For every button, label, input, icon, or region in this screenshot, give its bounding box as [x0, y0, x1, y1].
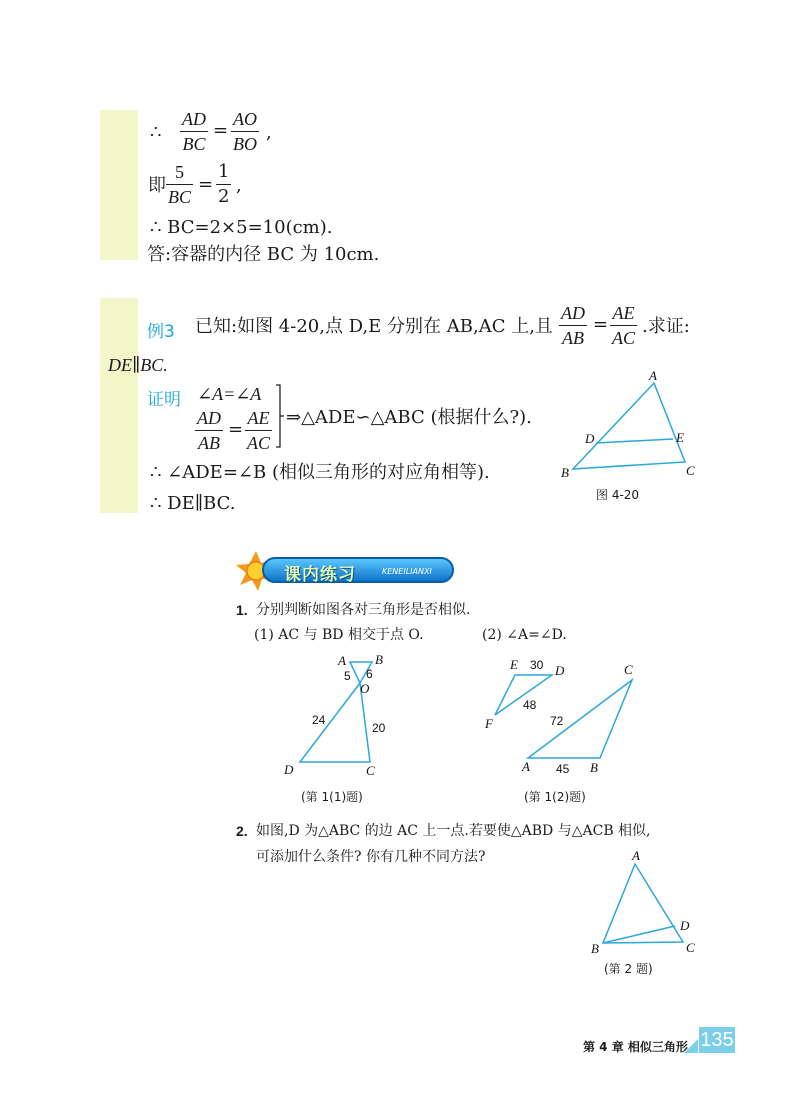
- vertex-label-e: E: [510, 657, 518, 672]
- banner-subtitle: KENEILIANXI: [382, 567, 432, 576]
- vertex-label-c: C: [624, 662, 633, 677]
- chapter-footer: 第 4 章 相似三角形: [583, 1040, 688, 1054]
- vertex-label-b: B: [375, 652, 383, 667]
- proof-label: 证明: [147, 390, 181, 410]
- q2-text-2: 可添加什么条件? 你有几种不同方法?: [256, 849, 486, 865]
- comma: ,: [236, 175, 242, 196]
- q2-number: 2.: [236, 823, 248, 839]
- q1-sub1: (1) AC 与 BD 相交于点 O.: [254, 627, 424, 643]
- fraction-ao-bo: [231, 110, 259, 153]
- angle-line: ∴ ∠ADE=∠B (相似三角形的对应角相等).: [150, 462, 490, 483]
- vertex-label-c: C: [686, 940, 695, 955]
- fraction-5-bc: [166, 163, 193, 206]
- calc-line: ∴ BC=2×5=10(cm).: [150, 217, 333, 238]
- figure-q2-caption: (第 2 题): [604, 962, 653, 976]
- fraction-numerator: AD: [182, 109, 206, 129]
- fraction-numerator: AD: [197, 408, 221, 428]
- vertex-label-d: D: [284, 762, 294, 777]
- goal-text: DE∥BC.: [108, 355, 168, 375]
- fraction-numerator: AD: [561, 303, 585, 323]
- vertex-label-a: A: [649, 368, 657, 383]
- side-length-5: 5: [344, 669, 351, 683]
- fraction-denominator: AC: [245, 430, 272, 452]
- fraction-numerator: AE: [612, 303, 635, 323]
- fraction-numerator: AO: [233, 109, 257, 129]
- equals-sign: =: [198, 174, 214, 195]
- side-length-20: 20: [372, 721, 386, 735]
- condition-frac-2: [245, 409, 272, 452]
- figure-q1-1: [280, 650, 400, 785]
- fraction-denominator: AB: [195, 430, 223, 452]
- therefore-sign: ∴: [150, 122, 162, 143]
- fraction-ae-ac: [610, 304, 637, 347]
- fraction-numerator: 5: [175, 162, 184, 182]
- figure-q1-1-caption: (第 1(1)题): [301, 790, 363, 804]
- vertex-label-d: D: [585, 431, 595, 446]
- figure-q1-2-caption: (第 1(2)题): [524, 790, 586, 804]
- right-brace: [275, 384, 285, 450]
- fraction-numerator: AE: [247, 408, 270, 428]
- vertex-label-b: B: [590, 760, 598, 775]
- vertex-label-o: O: [360, 681, 370, 696]
- side-length-72: 72: [550, 714, 564, 728]
- q2-text: 如图,D 为△ABC 的边 AC 上一点.若要使△ABD 与△ACB 相似,: [256, 823, 651, 839]
- side-length-24: 24: [312, 713, 326, 727]
- side-length-30: 30: [530, 658, 544, 672]
- vertex-label-d: D: [680, 918, 690, 933]
- prove-text: .求证:: [642, 316, 690, 337]
- vertex-label-b: B: [591, 941, 599, 956]
- equals-sign: =: [213, 120, 229, 141]
- vertex-label-f: F: [485, 716, 493, 731]
- q1-number: 1.: [236, 602, 248, 618]
- example-label: 例3: [147, 322, 175, 342]
- fraction-denominator: BC: [180, 131, 208, 153]
- q1-sub2: (2) ∠A=∠D.: [482, 627, 567, 643]
- fraction-numerator: 1: [218, 161, 230, 182]
- parallel-line: ∴ DE∥BC.: [150, 493, 236, 514]
- fraction-denominator: AB: [559, 325, 587, 347]
- conclusion-text: ⇒△ADE∽△ABC (根据什么?).: [286, 407, 532, 428]
- vertex-label-a: A: [522, 759, 530, 774]
- highlight-bar-top: [100, 110, 138, 260]
- banner-title: 课内练习: [284, 565, 356, 585]
- fraction-ad-bc: [180, 110, 208, 153]
- vertex-label-a: A: [338, 653, 346, 668]
- vertex-label-b: B: [561, 465, 569, 480]
- vertex-label-a: A: [632, 848, 640, 863]
- ji-text: 即: [148, 175, 166, 196]
- equals-sign: =: [228, 419, 244, 440]
- figure-4-20: [555, 365, 705, 505]
- vertex-label-e: E: [676, 430, 684, 445]
- side-length-45: 45: [556, 762, 570, 776]
- figure-q1-2: [480, 655, 640, 780]
- practice-banner: [262, 557, 454, 583]
- example-text: 已知:如图 4-20,点 D,E 分别在 AB,AC 上,且: [195, 316, 553, 337]
- figure-caption: 图 4-20: [596, 488, 640, 502]
- fraction-denominator: AC: [610, 325, 637, 347]
- comma: ,: [266, 122, 272, 143]
- vertex-label-d: D: [555, 663, 565, 678]
- fraction-ad-ab: [559, 304, 587, 347]
- page-number: 135: [700, 1029, 734, 1051]
- q1-text: 分别判断如图各对三角形是否相似.: [256, 602, 471, 618]
- condition-angle: ∠A=∠A: [197, 384, 262, 404]
- page-corner-decoration: [684, 1037, 700, 1057]
- fraction-1-2: [216, 163, 231, 206]
- fraction-denominator: BO: [231, 131, 259, 153]
- figure-q2: [585, 848, 705, 960]
- equals-sign: =: [593, 314, 609, 335]
- vertex-label-c: C: [366, 763, 375, 778]
- condition-frac-1: [195, 409, 223, 452]
- answer-line: 答:容器的内径 BC 为 10cm.: [147, 244, 380, 265]
- vertex-label-c: C: [686, 463, 695, 478]
- fraction-denominator: BC: [166, 184, 193, 206]
- side-length-48: 48: [523, 698, 537, 712]
- side-length-6: 6: [366, 667, 373, 681]
- fraction-denominator: 2: [218, 186, 230, 207]
- highlight-bar-example: [100, 298, 138, 513]
